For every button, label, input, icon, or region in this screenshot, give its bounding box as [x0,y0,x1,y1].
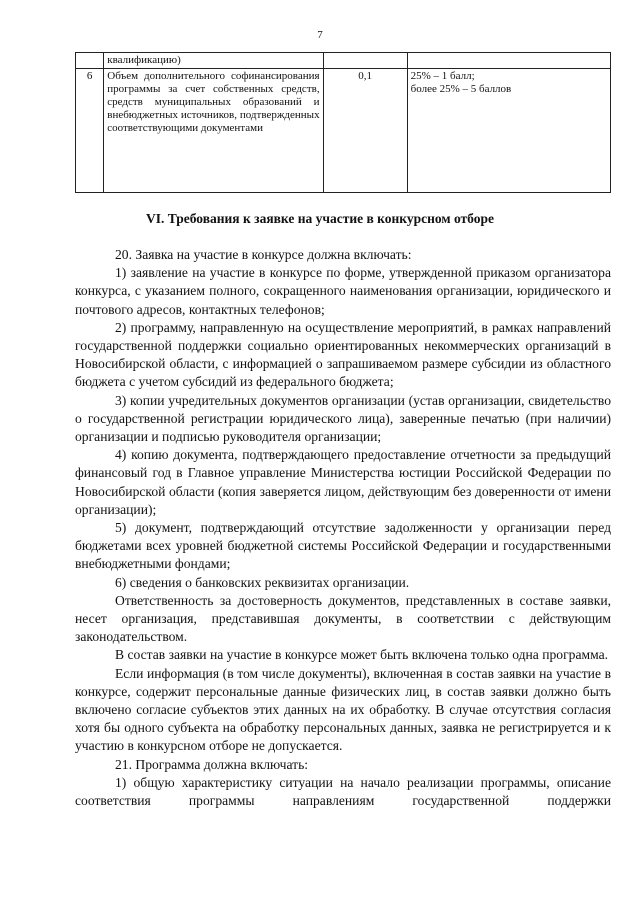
table-cell-weight [323,53,407,69]
paragraph: 6) сведения о банковских реквизитах организации. [115,574,410,590]
table-cell-num [76,53,104,69]
paragraph: 2) программу, направленную на осуществление мероприятий, в рамках направлений государственной поддержки социально ориентированных некоммерческих организаций в Новосибирской области, с информацией о запрашиваемом размере субсидии из областного бюджета с учетом субсидий из федерального бюджета; [75,319,611,390]
table-cell-criterion: Объем дополнительного софинансирования программы за счет собственных средств, средств муниципальных образований и внебюджетных источников, подтвержденных соответствующими документами [104,69,323,193]
score-line: более 25% – 5 баллов [410,83,512,95]
document-body [75,246,611,810]
paragraph: 20. Заявка на участие в конкурсе должна включать: [115,247,412,262]
table-row [76,69,611,193]
paragraph: 1) общую характеристику ситуации на начало реализации программы, описание соответствия программы направлениям государственной поддержки [75,774,611,809]
paragraph: Ответственность за достоверность документов, представленных в составе заявки, несет организация, представившая документы, в соответствии с действующим законодательством. [75,592,611,645]
paragraph: 4) копию документа, подтверждающего предоставление отчетности за предыдущий финансовый год в Главное управление Министерства юстиции Российской Федерации по Новосибирской области (копия заверяется лицом, действующим без доверенности от имени организации); [75,447,611,517]
table-cell-criterion: квалификацию) [104,53,323,69]
paragraph: В состав заявки на участие в конкурсе может быть включена только одна программа. [115,647,609,663]
paragraph: 1) заявление на участие в конкурсе по форме, утвержденной приказом организатора конкурса, с указанием полного, сокращенного наименования организации, юридического и почтового адресов, контактных телефонов; [75,265,611,317]
page-number: 7 [317,29,323,41]
paragraph: 5) документ, подтверждающий отсутствие задолженности у организации перед бюджетами всех уровней бюджетной системы Российской Федерации и государственными внебюджетными фондами; [75,520,611,572]
table-cell-score [407,53,610,69]
paragraph: 21. Программа должна включать: [115,756,309,772]
table-cell-score [407,69,610,193]
score-line: 25% – 1 балл; [410,70,475,82]
table-row [76,53,611,69]
table-cell-weight: 0,1 [323,69,407,193]
paragraph: Если информация (в том числе документы), включенная в состав заявки на участие в конкурсе, содержит персональные данные физических лиц, в состав заявки должно быть включено согласие субъектов этих данных на их обработку. В случае отсутствия согласия хотя бы одного субъекта на обработку персональных данных, заявка не регистрируется и к участию в конкурсном отборе не допускается. [75,665,611,754]
criteria-table [75,52,611,193]
section-title: VI. Требования к заявке на участие в конкурсном отборе [145,211,495,226]
paragraph: 3) копии учредительных документов организации (устав организации, свидетельство о государственной регистрации юридического лица), заверенные печатью (при наличии) организации и подписью руководителя организации; [75,392,611,445]
table-cell-num: 6 [76,69,104,193]
